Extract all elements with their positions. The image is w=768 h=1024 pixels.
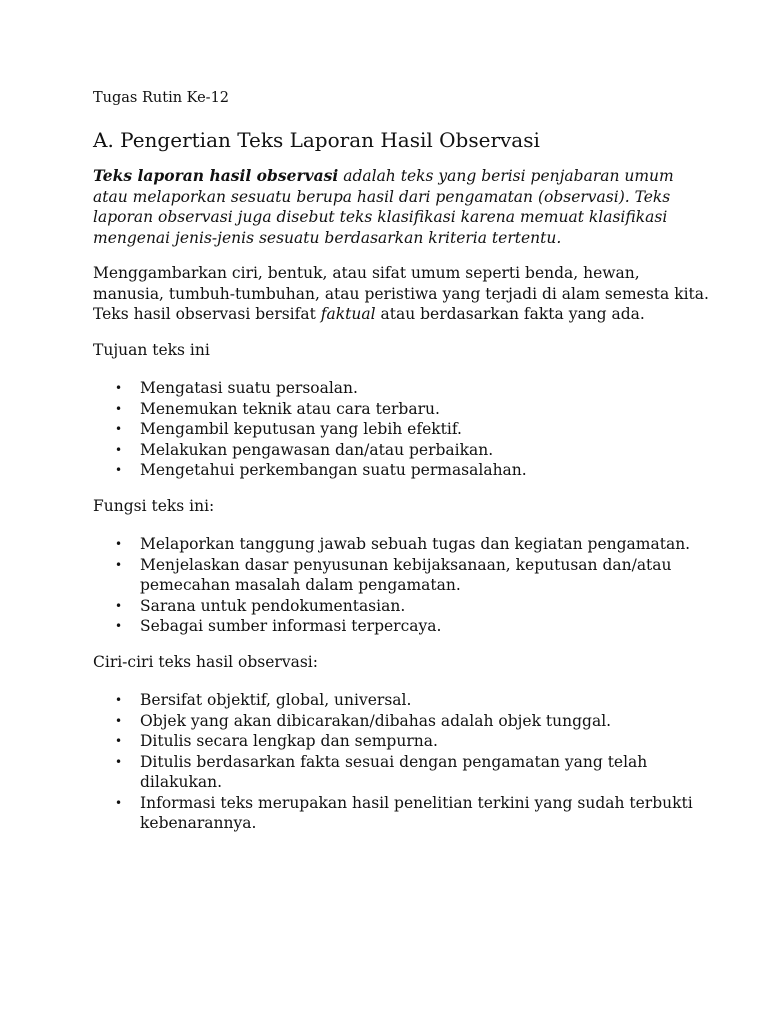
intro-definition: adalah teks yang berisi penjabaran umum atau melaporkan sesuatu berupa hasil dari pengamatan (observasi). Teks laporan observasi juga disebut teks klasifikasi karena memuat klasifikasi mengenai jenis-jenis sesuatu berdasarkan kriteria tertentu. [93, 167, 674, 247]
list-item [93, 731, 713, 752]
bullet-icon: • [115, 401, 123, 416]
list-item-text: Ditulis berdasarkan fakta sesuai dengan pengamatan yang telah dilakukan. [140, 752, 648, 791]
tujuan-label: Tujuan teks ini [93, 340, 210, 359]
list-item [93, 711, 713, 732]
bullet-icon: • [115, 442, 123, 457]
list-item [93, 440, 713, 461]
description-emphasis: faktual [320, 305, 376, 323]
list-item [93, 460, 713, 481]
bullet-icon: • [115, 557, 123, 572]
list-item [93, 793, 713, 834]
intro-term: Teks laporan hasil observasi [93, 166, 339, 185]
bullet-icon: • [115, 734, 123, 748]
list-item [93, 555, 713, 596]
list-item [93, 534, 713, 555]
bullet-icon: • [115, 598, 123, 613]
bullet-icon: • [115, 754, 123, 769]
description-before: Menggambarkan ciri, bentuk, atau sifat umum seperti benda, hewan, manusia, tumbuh-tumbuhan, atau peristiwa yang terjadi di alam semesta kita. Teks hasil observasi bersifat [93, 264, 709, 323]
list-item-text: Melaporkan tanggung jawab sebuah tugas dan kegiatan pengamatan. [140, 535, 691, 553]
list-item-text: Mengatasi suatu persoalan. [140, 379, 358, 397]
section-title: A. Pengertian Teks Laporan Hasil Observasi [93, 128, 540, 152]
list-item-text: Melakukan pengawasan dan/atau perbaikan. [140, 440, 494, 459]
bullet-icon: • [115, 463, 123, 477]
list-item [93, 399, 713, 420]
intro-paragraph [93, 166, 713, 248]
bullet-icon: • [115, 381, 123, 395]
bullet-icon: • [115, 422, 123, 436]
list-item [93, 596, 713, 617]
assignment-header: Tugas Rutin Ke-12 [93, 90, 230, 106]
ciri-label: Ciri-ciri teks hasil observasi: [93, 652, 318, 671]
fungsi-list [93, 534, 713, 637]
list-item-text: Objek yang akan dibicarakan/dibahas adalah objek tunggal. [140, 711, 612, 730]
ciri-list [93, 690, 713, 834]
list-item-text: Sebagai sumber informasi terpercaya. [140, 617, 442, 635]
list-item-text: Mengambil keputusan yang lebih efektif. [140, 420, 462, 438]
list-item-text: Informasi teks merupakan hasil penelitian terkini yang sudah terbukti kebenarannya. [140, 793, 693, 832]
description-after: atau berdasarkan fakta yang ada. [375, 305, 645, 323]
list-item-text: Mengetahui perkembangan suatu permasalahan. [140, 461, 527, 479]
list-item-text: Sarana untuk pendokumentasian. [140, 596, 406, 615]
bullet-icon: • [115, 693, 123, 707]
bullet-icon: • [115, 795, 123, 810]
list-item-text: Menemukan teknik atau cara terbaru. [140, 399, 440, 418]
fungsi-label: Fungsi teks ini: [93, 496, 215, 515]
bullet-icon: • [115, 537, 123, 551]
list-item [93, 419, 713, 440]
bullet-icon: • [115, 619, 123, 633]
list-item [93, 752, 713, 793]
list-item [93, 616, 713, 637]
list-item [93, 690, 713, 711]
bullet-icon: • [115, 713, 123, 728]
tujuan-list [93, 378, 713, 481]
list-item [93, 378, 713, 399]
list-item-text: Ditulis secara lengkap dan sempurna. [140, 732, 438, 750]
description-paragraph [93, 263, 713, 325]
document-page [93, 88, 713, 849]
list-item-text: Menjelaskan dasar penyusunan kebijaksanaan, keputusan dan/atau pemecahan masalah dalam pengamatan. [140, 555, 672, 594]
list-item-text: Bersifat objektif, global, universal. [140, 691, 412, 709]
